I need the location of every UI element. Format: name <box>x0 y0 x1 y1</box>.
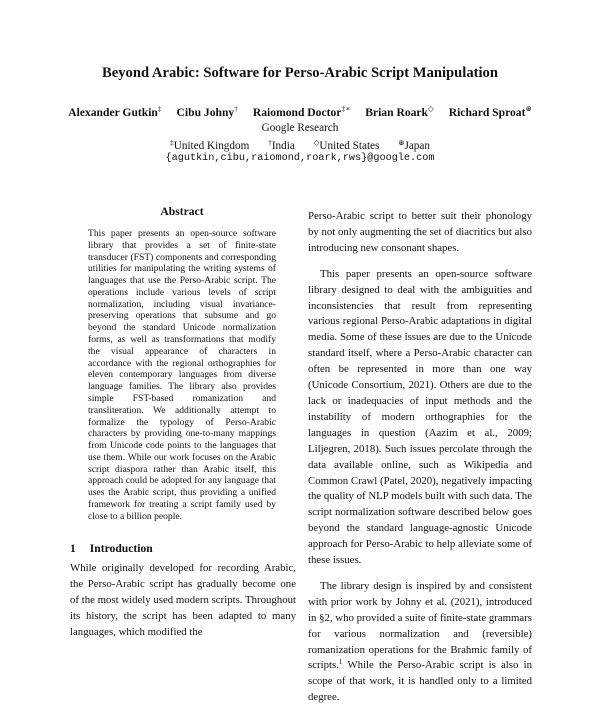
author <box>68 106 161 119</box>
section-number: 1 <box>70 542 76 555</box>
location-name: Japan <box>404 140 430 152</box>
location <box>170 140 249 152</box>
author-list <box>0 104 600 119</box>
author-email: {agutkin,cibu,raiomond,roark,rws}@google.com <box>165 153 435 164</box>
paragraph-text: The library design is inspired by and consistent with prior work by Johny et al. (2021), introduced in §2, who provided a suite of finite-state grammars for various normalization and (reversible) romanization operations for the Brahmic family of scripts. <box>308 579 532 672</box>
affiliation-mark: † <box>234 104 238 113</box>
abstract-heading: Abstract <box>160 205 204 218</box>
location-list <box>0 138 600 152</box>
affiliation-mark: ‡ <box>170 138 174 147</box>
footnote-marker[interactable]: 1 <box>338 658 343 667</box>
author-name: Brian Roark <box>365 106 429 119</box>
body-paragraph: This paper presents an open-source software library designed to deal with the ambiguities and inconsistencies that result from representing various regional Perso-Arabic adaptations in digital media. Some of these issues are due to the Unicode standard itself, where a Perso-Arabic character can often be represented in more than one way (Unicode Consortium, 2021). Others are due to the lack or inadequacies of input methods and the instability of modern orthographies for the languages in question (Aazim et al., 2009; Liljegren, 2018). Such issues percolate through the data available online, such as Wikipedia and Common Crawl (Patel, 2020), negatively impacting the quality of NLP models built with such data. The script normalization software described below goes beyond the standard language-agnostic Unicode approach for Perso-Arabic to help alleviate some of these issues. <box>308 267 532 567</box>
author-name: Cibu Johny <box>176 106 235 119</box>
right-column <box>308 209 532 706</box>
affiliation-mark: ‡∗ <box>341 104 351 113</box>
location-name: United States <box>319 140 380 152</box>
location-name: United Kingdom <box>173 140 250 152</box>
author <box>449 106 532 119</box>
author <box>177 106 238 119</box>
author <box>365 106 434 119</box>
affiliation-mark: † <box>268 138 272 147</box>
author-name: Richard Sproat <box>448 106 526 119</box>
affiliation-mark: ⊛ <box>398 138 405 147</box>
paragraph-text: While the Perso-Arabic script is also in scope of that work, it is handled only to a limited degree. <box>308 659 532 704</box>
location <box>314 140 380 152</box>
section-heading <box>70 542 300 555</box>
intro-paragraph: While originally developed for recording Arabic, the Perso-Arabic script has gradually become one of the most widely used modern scripts. Throughout its history, the script has been adapted to many languages, which modified the <box>70 562 296 638</box>
affiliation-mark: ◇ <box>313 138 320 147</box>
body-paragraph <box>308 579 532 706</box>
affiliation-mark: ◇ <box>428 104 434 113</box>
location-name: India <box>271 140 295 152</box>
affiliation-mark: ⊛ <box>525 104 532 113</box>
section-title: Introduction <box>89 542 153 555</box>
author-name: Raiomond Doctor <box>252 106 342 119</box>
location <box>398 140 430 152</box>
paper-title: Beyond Arabic: Software for Perso-Arabic Script Manipulation <box>102 65 498 81</box>
organization: Google Research <box>261 122 339 134</box>
abstract-text: This paper presents an open-source software library that provides a set of finite-state transducer (FST) components and corresponding utilities for manipulating the writing systems of languages that use the Perso-Arabic script. The operations include various levels of script normalization, including visual invariance-preserving operations that subsume and go beyond the standard Unicode normalization forms, as well as transformations that modify the visual appearance of characters in accordance with the regional orthographies for eleven contemporary languages from diverse language families. The library also provides simple FST-based romanization and transliteration. We additionally attempt to formalize the typology of Perso-Arabic characters by providing one-to-many mappings from Unicode code points to the languages that use them. While our work focuses on the Arabic script diaspora rather than Arabic itself, this approach could be adopted for any language that uses the Arabic script, thus providing a unified framework for treating a script family used by close to a billion people. <box>88 228 276 522</box>
body-paragraph: Perso-Arabic script to better suit their phonology by not only augmenting the set of diacritics but also introducing new consonant shapes. <box>308 210 532 254</box>
affiliation-mark: ‡ <box>157 104 162 113</box>
author <box>253 106 350 119</box>
location <box>268 140 295 152</box>
author-name: Alexander Gutkin <box>68 106 158 119</box>
